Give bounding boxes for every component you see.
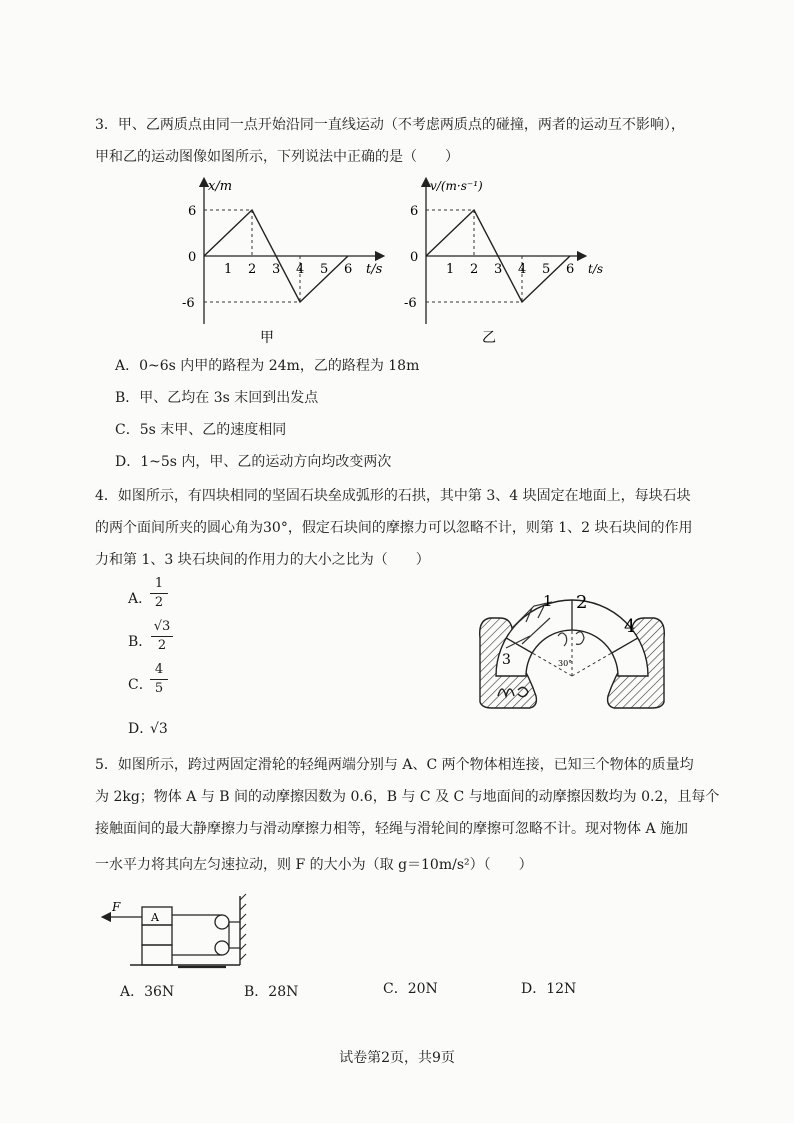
jia-tick-x1: 1 [224, 262, 233, 277]
q4-stem-line3: 力和第 1、3 块石块间的作用力的大小之比为（ ） [95, 552, 430, 568]
force-label: F [112, 900, 121, 914]
block-label-2: 2 [576, 592, 588, 613]
q3-option-d[interactable]: D．1~5s 内，甲、乙的运动方向均改变两次 [115, 454, 392, 470]
radius-3 [572, 653, 612, 676]
q3-option-b[interactable]: B．甲、乙均在 3s 末回到出发点 [115, 390, 319, 406]
q5-stem-line4: 一水平力将其向左匀速拉动，则 F 的大小为（取 g＝10m/s²）（ ） [95, 857, 533, 873]
jia-xlabel: t/s [366, 262, 383, 277]
block-b [142, 925, 172, 945]
yi-ylabel: v/(m·s⁻¹) [430, 179, 483, 193]
pulley-top [215, 915, 229, 929]
jia-tick-x2: 2 [248, 262, 257, 277]
jia-ylabel: x/m [208, 179, 233, 194]
q4-a-den: 2 [154, 595, 164, 610]
jia-tick-x4: 4 [296, 262, 305, 277]
block-a-label: A [151, 911, 159, 924]
yi-tick-x2: 2 [470, 262, 479, 277]
q4-c-num: 4 [154, 662, 164, 677]
jia-tick-6: 6 [188, 204, 197, 219]
q5-stem-line1: 5．如图所示，跨过两固定滑轮的轻绳两端分别与 A、C 两个物体相连接，已知三个物体的质量均 [95, 757, 694, 773]
pulley-bottom [215, 941, 229, 955]
q4-option-c-label: C． [128, 677, 153, 693]
pulley-figure [100, 892, 260, 974]
yi-tick-x4: 4 [518, 262, 527, 277]
q5-stem-line3: 接触面间的最大静摩擦力与滑动摩擦力相等，轻绳与滑轮间的摩擦可忽略不计。现对物体 A 施加 [95, 821, 689, 837]
block-c [142, 945, 172, 965]
q4-stem-line2: 的两个面间所夹的圆心角为30°，假定石块间的摩擦力可以忽略不计，则第 1、2 块石块间的作用 [95, 520, 693, 536]
yi-tick-6: 6 [410, 204, 419, 219]
wall-hatch [240, 894, 246, 960]
block-label-3: 3 [502, 652, 511, 668]
handwriting-mark [558, 632, 584, 646]
block-label-1: 1 [543, 592, 553, 610]
q3-stem-line2: 甲和乙的运动图像如图所示，下列说法中正确的是（ ） [95, 149, 459, 165]
q4-c-den: 5 [154, 681, 164, 696]
yi-xlabel: t/s [588, 262, 604, 276]
jia-tick-0: 0 [188, 250, 197, 265]
jia-tick-x6: 6 [344, 262, 353, 277]
q4-option-b-label: B． [128, 634, 153, 650]
q4-b-den: 2 [157, 638, 167, 653]
q4-option-a-label: A． [128, 591, 153, 607]
yi-caption: 乙 [482, 330, 496, 346]
jia-tick-m6: -6 [182, 296, 195, 311]
block-label-4: 4 [624, 616, 636, 637]
q4-option-c-fraction [148, 662, 170, 697]
q4-option-d-value: √3 [150, 721, 168, 737]
q3-option-c[interactable]: C．5s 末甲、乙的速度相同 [115, 422, 287, 438]
rope [172, 915, 229, 955]
yi-tick-m6: -6 [404, 296, 417, 311]
yi-tick-x1: 1 [446, 262, 455, 277]
q5-option-b[interactable]: B．28N [244, 984, 299, 1000]
q5-option-d[interactable]: D．12N [521, 981, 577, 997]
jia-tick-x5: 5 [320, 262, 329, 277]
q3-stem-line1: 3．甲、乙两质点由同一点开始沿同一直线运动（不考虑两质点的碰撞，两者的运动互不影响）， [95, 117, 685, 133]
q4-a-num: 1 [154, 576, 164, 591]
q5-stem-line2: 为 2kg；物体 A 与 B 间的动摩擦因数为 0.6，B 与 C 及 C 与地面间的动摩擦因数均为 0.2，且每个 [95, 789, 720, 805]
graph-jia [180, 172, 400, 347]
jia-tick-x3: 3 [272, 262, 281, 277]
stone-arch-figure [472, 578, 672, 713]
q5-option-a[interactable]: A．36N [120, 984, 175, 1000]
yi-tick-x3: 3 [494, 262, 503, 277]
page-footer: 试卷第2页，共9页 [339, 1050, 455, 1066]
yi-tick-x6: 6 [566, 262, 575, 277]
angle-label: 30° [558, 659, 573, 668]
jia-caption: 甲 [260, 330, 274, 346]
q4-option-a-fraction [148, 576, 170, 611]
graph-yi [402, 172, 622, 347]
q4-option-b-fraction [149, 619, 175, 654]
q5-option-c[interactable]: C．20N [383, 981, 438, 997]
q4-b-num: √3 [153, 619, 171, 634]
yi-tick-x5: 5 [542, 262, 551, 277]
q4-option-d-label: D． [128, 721, 154, 737]
yi-tick-0: 0 [410, 250, 419, 265]
q4-stem-line1: 4．如图所示，有四块相同的坚固石块垒成弧形的石拱，其中第 3、4 块固定在地面上，每块石块 [95, 488, 691, 504]
q3-option-a[interactable]: A．0~6s 内甲的路程为 24m，乙的路程为 18m [115, 358, 420, 374]
